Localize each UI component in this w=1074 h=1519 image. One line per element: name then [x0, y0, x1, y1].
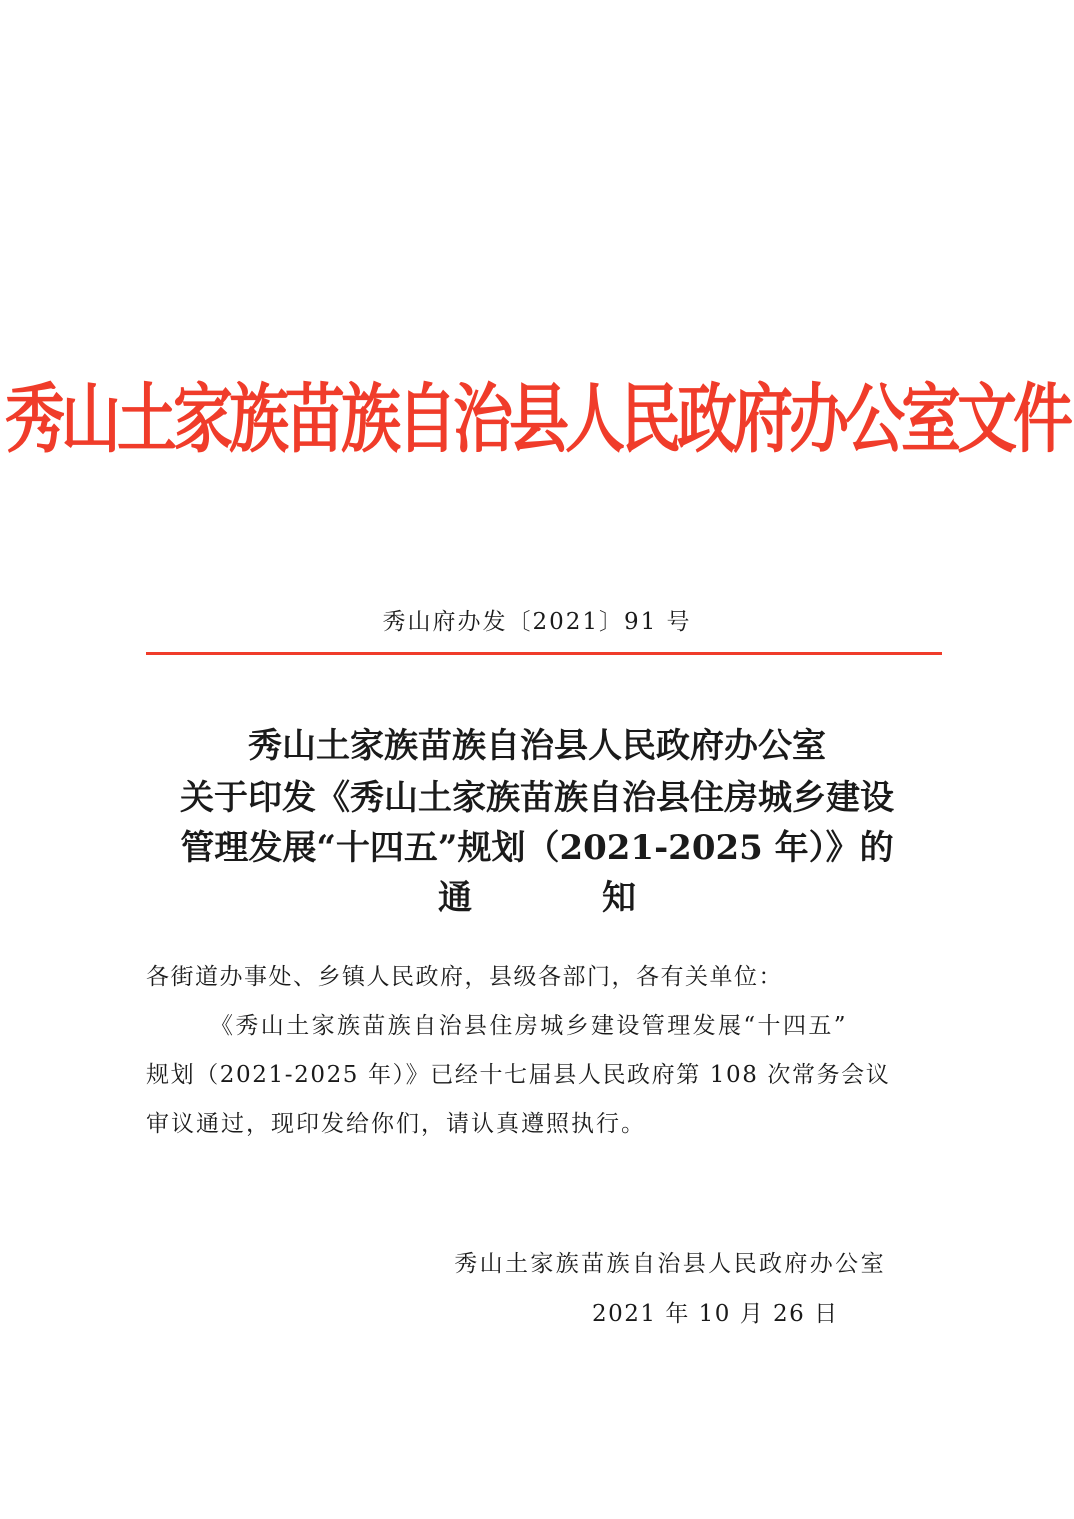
- notice-title-line-1: 秀山土家族苗族自治县人民政府办公室: [248, 726, 826, 766]
- document-number: 秀山府办发〔2021〕91 号: [382, 609, 692, 635]
- notice-title-line-3: 管理发展“十四五”规划（2021-2025 年）》的: [180, 828, 894, 868]
- issue-date: 2021 年 10 月 26 日: [592, 1301, 839, 1327]
- notice-title-line-2: 关于印发《秀山土家族苗族自治县住房城乡建设: [180, 778, 894, 818]
- body-paragraph-line-2: 规划（2021-2025 年）》已经十七届县人民政府第 108 次常务会议: [146, 1062, 891, 1088]
- body-paragraph-line-1: 《秀山土家族苗族自治县住房城乡建设管理发展“十四五”: [210, 1013, 848, 1039]
- red-divider-line: [146, 652, 942, 655]
- body-paragraph-line-3: 审议通过，现印发给你们，请认真遵照执行。: [146, 1111, 646, 1137]
- masthead-title: 秀山土家族苗族自治县人民政府办公室文件: [5, 376, 1069, 464]
- issuer-signature: 秀山土家族苗族自治县人民政府办公室: [454, 1251, 886, 1277]
- salutation: 各街道办事处、乡镇人民政府，县级各部门，各有关单位：: [146, 964, 783, 990]
- notice-title-char-tong: 通: [438, 878, 472, 918]
- notice-title-char-zhi: 知: [602, 878, 636, 918]
- notice-title-line-4: [0, 870, 1074, 919]
